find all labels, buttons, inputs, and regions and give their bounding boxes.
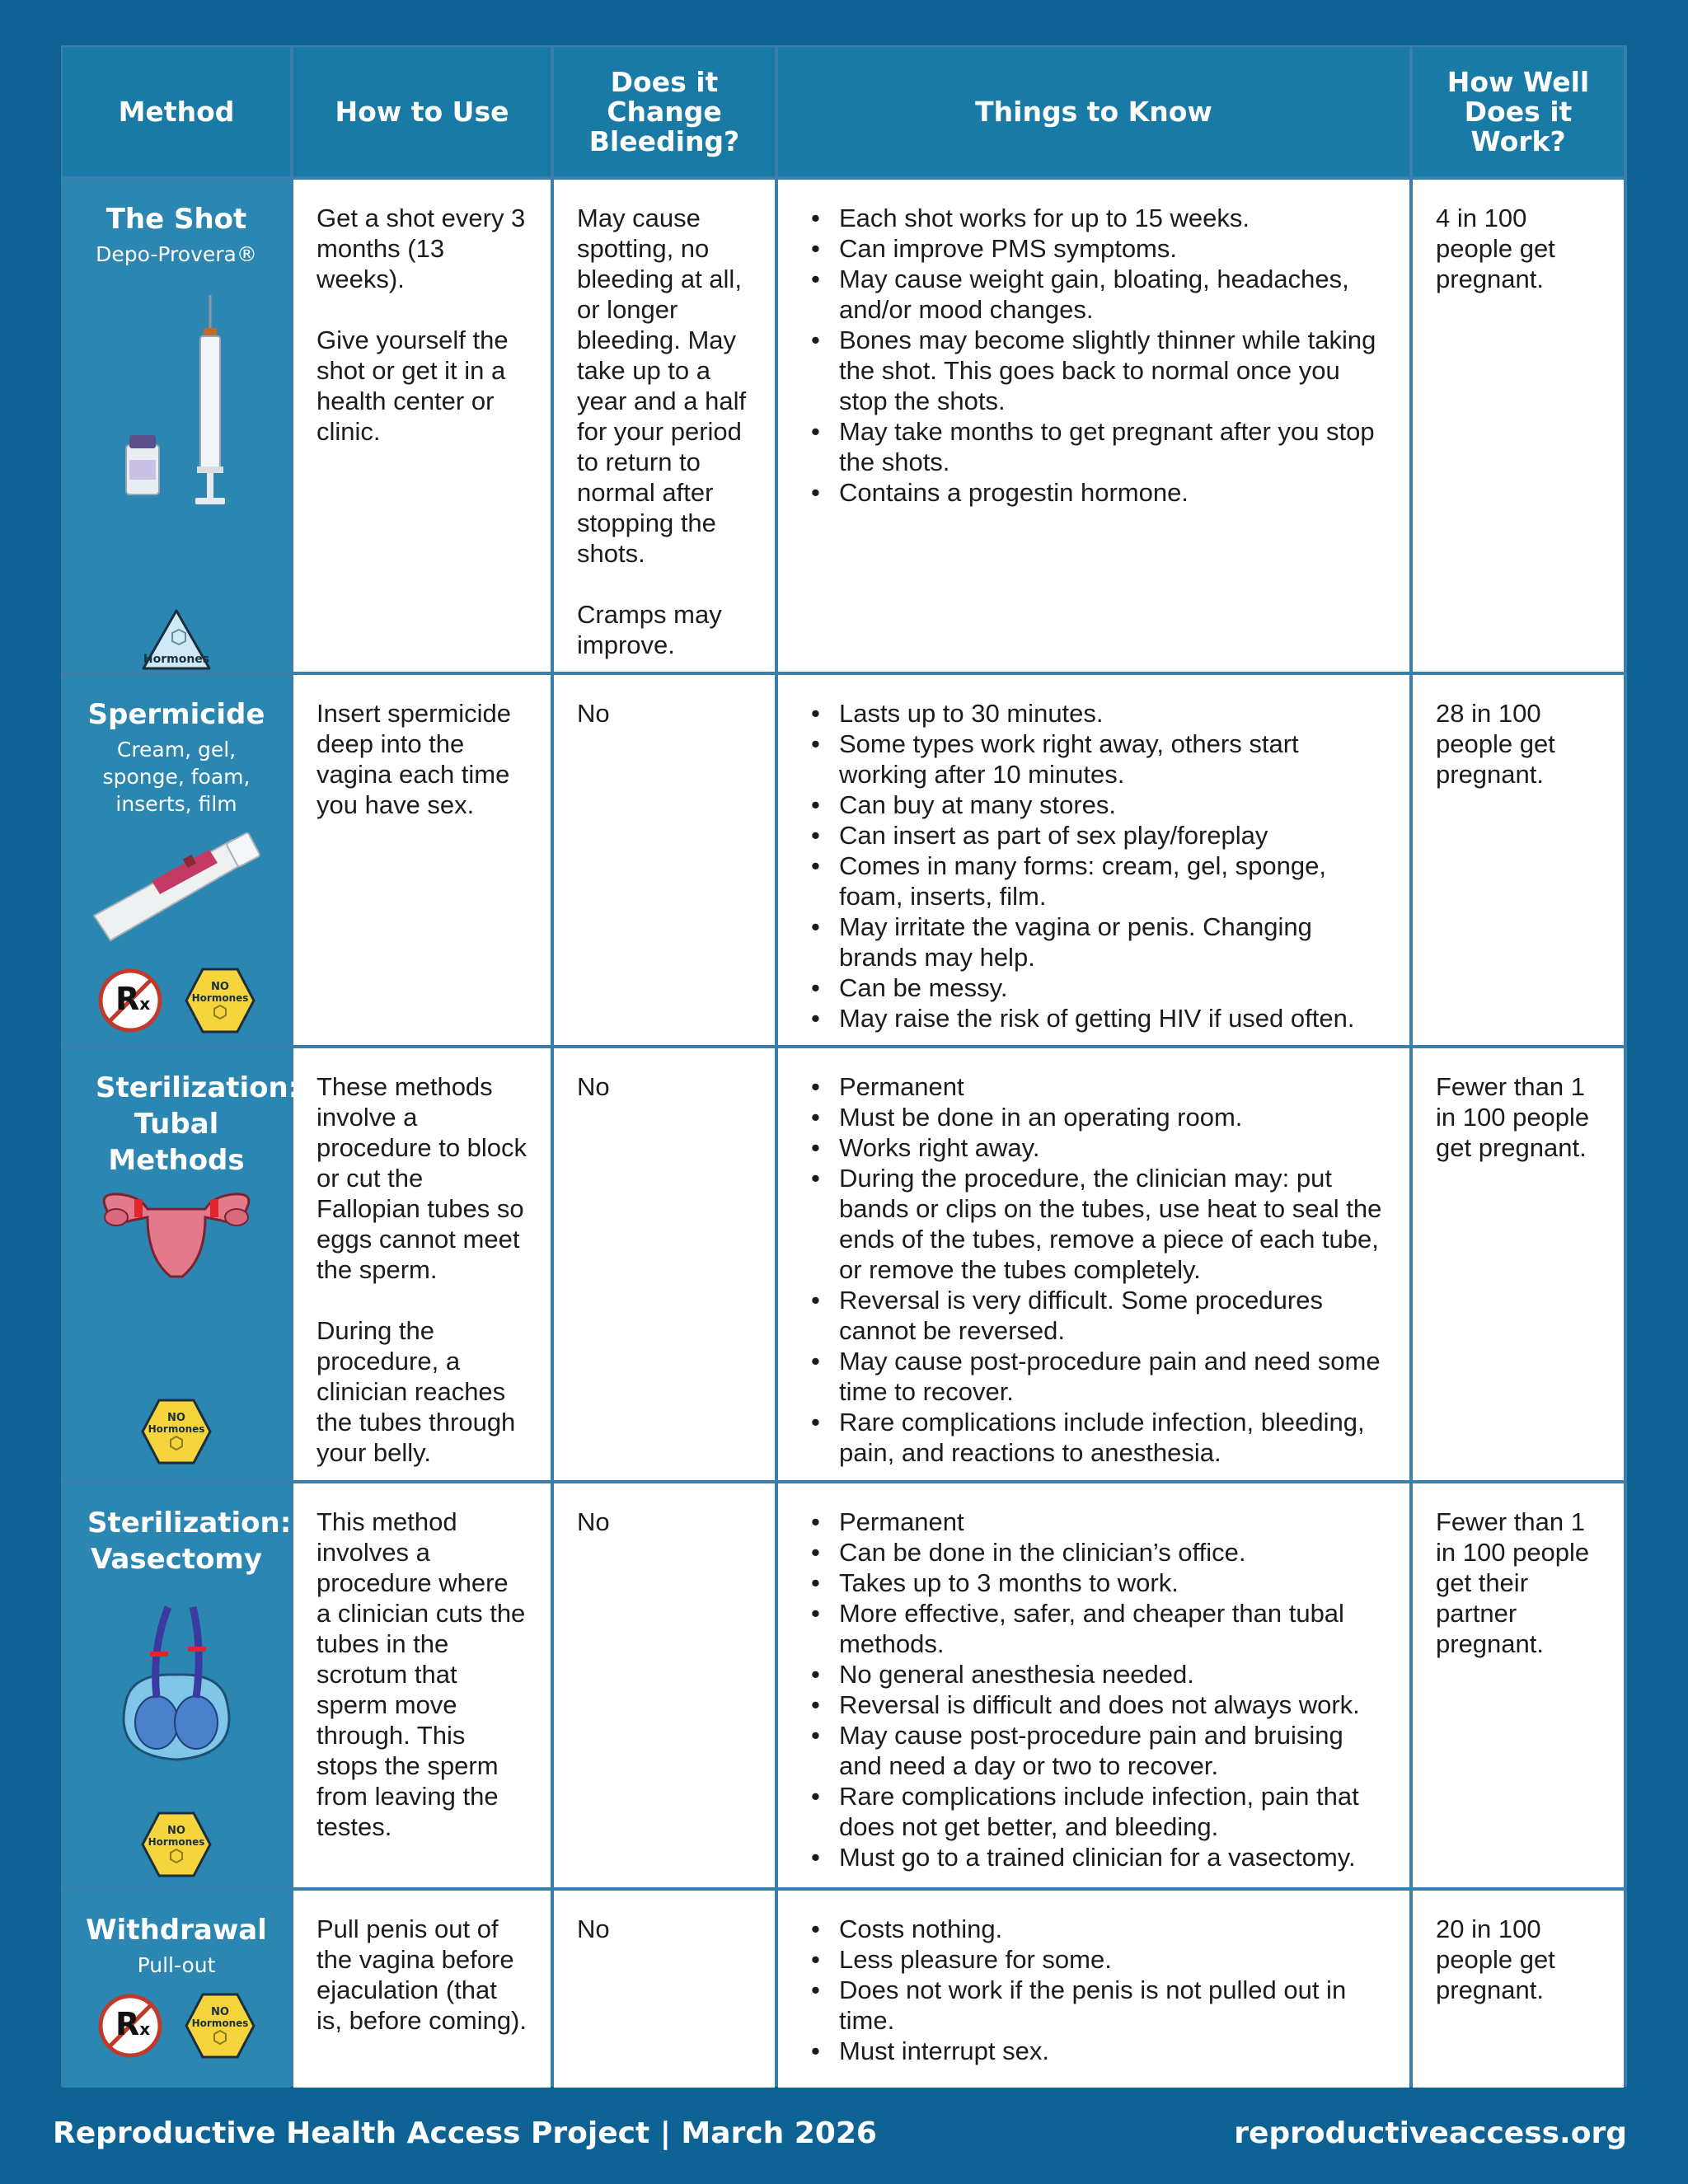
bullet-item: • May cause post-procedure pain and need some time to recover. (839, 1346, 1388, 1407)
no-hormones-label: Hormones (148, 1836, 205, 1848)
bleeding-shot (554, 180, 775, 672)
hormones-icon (141, 608, 212, 671)
how-text: Give yourself the shot or get it in a health center or clinic. (316, 326, 509, 446)
bleeding-text: No (577, 1072, 610, 1101)
things-shot (778, 180, 1409, 672)
no-hormones-label: Hormones (191, 2018, 249, 2029)
bleeding-spermicide (554, 675, 775, 1045)
bullet-item: • Can insert as part of sex play/foreplay (839, 820, 1388, 851)
rx-sub: x (139, 2019, 151, 2039)
no-prescription-icon (97, 968, 163, 1033)
badge-group (63, 1399, 290, 1465)
how-to-use-tubal (293, 1048, 551, 1480)
how-well-tubal (1413, 1048, 1624, 1480)
how-text: This method involves a procedure where a clinician cuts the tubes in the scrotum that sperm move through. This stops the sperm from leaving the testes. (316, 1507, 526, 1841)
bleeding-text: No (577, 1915, 610, 1943)
bullet-item: • Works right away. (839, 1132, 1388, 1163)
uterus-illustration (90, 1184, 263, 1283)
bullet-item: • Permanent (839, 1507, 1388, 1537)
method-cell-spermicide (63, 675, 290, 1045)
hormones-label: Hormones (143, 653, 210, 666)
bullet-item: • May cause weight gain, bloating, headaches, and/or mood changes. (839, 264, 1388, 325)
syringe-illustration (106, 295, 246, 518)
badge-group (63, 1993, 290, 2059)
bullet-item: • Reversal is difficult and does not always work. (839, 1690, 1388, 1720)
bullet-item: • Comes in many forms: cream, gel, sponge, foam, inserts, film. (839, 851, 1388, 912)
spermicide-tube-illustration (86, 823, 267, 947)
how-to-use-withdrawal (293, 1891, 551, 2088)
bleeding-vasectomy (554, 1483, 775, 1887)
rx-label (115, 981, 150, 1017)
bleeding-withdrawal (554, 1891, 775, 2088)
bullet-item: • Can be done in the clinician’s office. (839, 1537, 1388, 1568)
method-cell-withdrawal (63, 1891, 290, 2088)
bullet-item: • Less pleasure for some. (839, 1944, 1388, 1975)
no-label: NO (211, 2006, 229, 2018)
method-name: Sterilization: Vasectomy (87, 1507, 292, 1576)
bullet-item: • Bones may become slightly thinner while taking the shot. This goes back to normal once you stop the shots. (839, 325, 1388, 416)
badge-group (63, 968, 290, 1033)
bullet-item: • Permanent (839, 1071, 1388, 1102)
bullet-item: • No general anesthesia needed. (839, 1659, 1388, 1690)
bleeding-tubal (554, 1048, 775, 1480)
effectiveness-text: 20 in 100 people get pregnant. (1436, 1915, 1555, 2004)
rx-sub: x (139, 994, 151, 1014)
bullet-item: • Can buy at many stores. (839, 790, 1388, 820)
footer-website-link[interactable]: reproductiveaccess.org (1234, 2116, 1627, 2150)
bullet-item: • During the procedure, the clinician may: put bands or clips on the tubes, use heat to seal the ends of the tubes, remove a piece of each tube, or remove the tubes completely. (839, 1163, 1388, 1285)
bullet-item: • Can improve PMS symptoms. (839, 233, 1388, 264)
bullet-item: • Can be messy. (839, 972, 1388, 1003)
bullet-item: • Must interrupt sex. (839, 2036, 1388, 2066)
bleeding-text: No (577, 699, 610, 728)
bullet-item: • May take months to get pregnant after you stop the shots. (839, 416, 1388, 477)
rx-label (115, 2006, 150, 2042)
header-bleeding: Does it Change Bleeding? (554, 47, 775, 176)
bleeding-text: Cramps may improve. (577, 600, 722, 659)
bullet-item: • Must be done in an operating room. (839, 1102, 1388, 1132)
how-text: During the procedure, a clinician reaches the tubes through your belly. (316, 1316, 516, 1467)
how-to-use-shot (293, 180, 551, 672)
things-tubal (778, 1048, 1409, 1480)
bullet-item: • Rare complications include infection, pain that does not get better, and bleeding. (839, 1781, 1388, 1842)
method-cell-vasectomy (63, 1483, 290, 1887)
no-label: NO (167, 1412, 185, 1424)
method-name: Spermicide (87, 698, 265, 731)
how-text: Pull penis out of the vagina before ejaculation (that is, before coming). (316, 1915, 527, 2035)
no-label: NO (167, 1825, 185, 1837)
things-withdrawal (778, 1891, 1409, 2088)
bullet-item: • Some types work right away, others start working after 10 minutes. (839, 729, 1388, 790)
effectiveness-text: 4 in 100 people get pregnant. (1436, 204, 1555, 293)
bullet-item: • May cause post-procedure pain and bruising and need a day or two to recover. (839, 1720, 1388, 1781)
things-vasectomy (778, 1483, 1409, 1887)
no-hormones-icon (185, 1993, 256, 2059)
bullet-item: • Rare complications include infection, bleeding, pain, and reactions to anesthesia. (839, 1407, 1388, 1468)
bullet-item: • Each shot works for up to 15 weeks. (839, 203, 1388, 233)
bullet-item: • May irritate the vagina or penis. Changing brands may help. (839, 912, 1388, 972)
effectiveness-text: 28 in 100 people get pregnant. (1436, 699, 1555, 789)
bullet-item: • Reversal is very difficult. Some procedures cannot be reversed. (839, 1285, 1388, 1346)
method-subtitle: Cream, gel, sponge, foam, inserts, film (102, 738, 251, 816)
how-text: Insert spermicide deep into the vagina each time you have sex. (316, 699, 512, 819)
no-hormones-icon (185, 968, 256, 1033)
how-to-use-spermicide (293, 675, 551, 1045)
rx-letter: R (115, 981, 140, 1017)
badge-group (63, 1811, 290, 1877)
badge-group (63, 608, 290, 671)
bullet-item: • Does not work if the penis is not pulled out in time. (839, 1975, 1388, 2036)
header-method: Method (63, 47, 290, 176)
method-name: Withdrawal (86, 1914, 267, 1947)
no-label: NO (211, 981, 229, 993)
rx-letter: R (115, 2006, 140, 2042)
no-hormones-icon (141, 1399, 212, 1465)
no-prescription-icon (97, 1993, 163, 2059)
bullet-item: • More effective, safer, and cheaper than tubal methods. (839, 1598, 1388, 1659)
vasectomy-illustration (102, 1599, 251, 1764)
method-name: Sterilization: Tubal Methods (96, 1071, 300, 1177)
footer-organization: Reproductive Health Access Project | March 2026 (53, 2116, 877, 2150)
method-subtitle: Pull-out (137, 1953, 216, 1977)
header-how-to-use: How to Use (293, 47, 551, 176)
method-cell-shot (63, 180, 290, 672)
effectiveness-text: Fewer than 1 in 100 people get pregnant. (1436, 1072, 1590, 1162)
bullet-item: • Lasts up to 30 minutes. (839, 698, 1388, 729)
bullet-item: • May raise the risk of getting HIV if used often. (839, 1003, 1388, 1033)
how-well-vasectomy (1413, 1483, 1624, 1887)
bullet-item: • Takes up to 3 months to work. (839, 1568, 1388, 1598)
bleeding-text: No (577, 1507, 610, 1536)
effectiveness-text: Fewer than 1 in 100 people get their partner pregnant. (1436, 1507, 1590, 1658)
method-name: The Shot (106, 203, 247, 236)
things-spermicide (778, 675, 1409, 1045)
bullet-item: • Must go to a trained clinician for a vasectomy. (839, 1842, 1388, 1872)
no-hormones-icon (141, 1811, 212, 1877)
no-hormones-label: Hormones (191, 992, 249, 1004)
contraception-table (63, 47, 1625, 2088)
how-well-withdrawal (1413, 1891, 1624, 2088)
how-text: Get a shot every 3 months (13 weeks). (316, 204, 526, 293)
header-how-well: How Well Does it Work? (1413, 47, 1624, 176)
method-cell-tubal (63, 1048, 300, 1480)
how-well-shot (1413, 180, 1624, 672)
no-hormones-label: Hormones (148, 1423, 205, 1435)
how-to-use-vasectomy (293, 1483, 551, 1887)
bleeding-text: May cause spotting, no bleeding at all, or longer bleeding. May take up to a year and a half for your period to return to normal after stopping the shots. (577, 204, 747, 568)
how-text: These methods involve a procedure to block or cut the Fallopian tubes so eggs cannot meet the sperm. (316, 1072, 528, 1284)
method-subtitle: Depo-Provera® (96, 242, 257, 266)
how-well-spermicide (1413, 675, 1624, 1045)
header-things-to-know: Things to Know (778, 47, 1409, 176)
bullet-item: • Contains a progestin hormone. (839, 477, 1388, 508)
bullet-item: • Costs nothing. (839, 1914, 1388, 1944)
